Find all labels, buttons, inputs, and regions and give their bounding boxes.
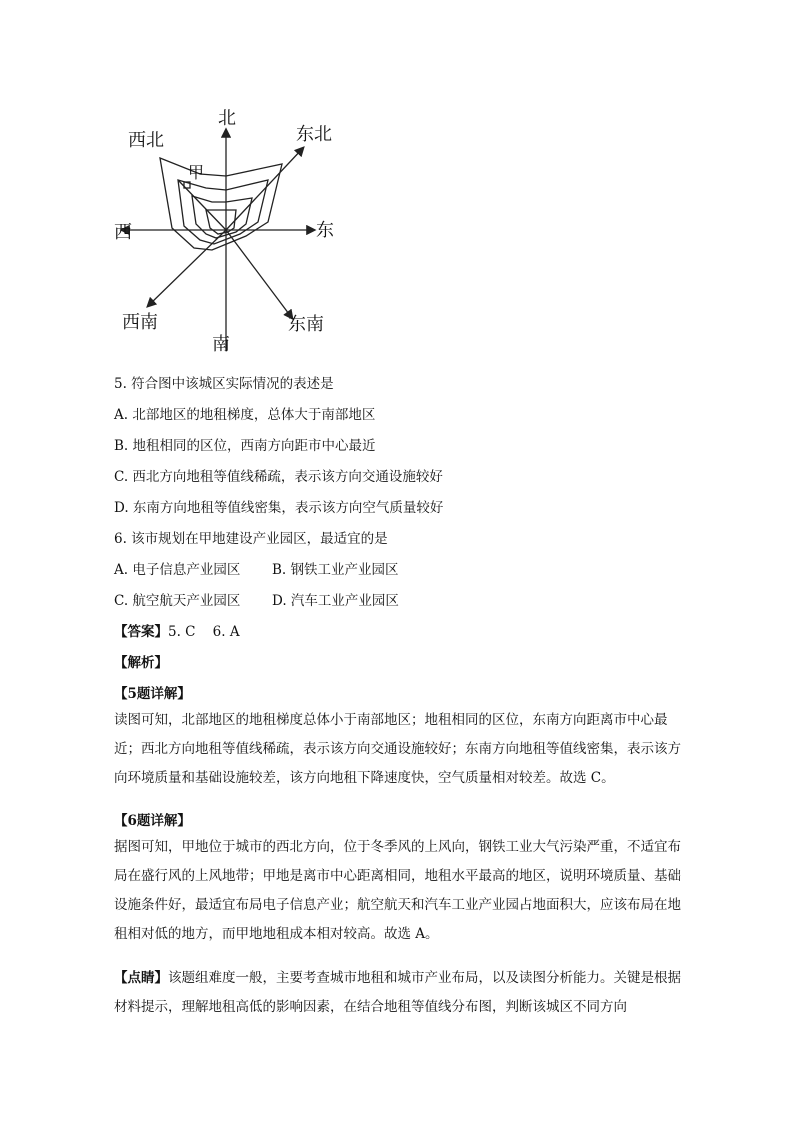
q5-option-b: B. 地租相同的区位，西南方向距市中心最近 xyxy=(114,438,376,454)
label-northwest: 西北 xyxy=(128,130,164,151)
q5-option-c: C. 西北方向地租等值线稀疏，表示该方向交通设施较好 xyxy=(114,469,443,485)
answer-line xyxy=(114,620,240,640)
detail5-text: 读图可知，北部地区的地租梯度总体小于南部地区；地租相同的区位，东南方向距离市中心最近；西北方向地租等值线稀疏，表示该方向交通设施较好；东南方向地租等值线密集，表示该方向环境质量和基础设施较差，该方向地租下降速度快，空气质量相对较差。故选 C。 xyxy=(114,712,681,786)
comment-text: 该题组难度一般，主要考查城市地租和城市产业布局，以及读图分析能力。关键是根据材料提示，理解地租高低的影响因素，在结合地租等值线分布图，判断该城区不同方向 xyxy=(114,970,681,1015)
q6-option-d: D. 汽车工业产业园区 xyxy=(272,593,399,609)
answer-label: 【答案】 xyxy=(114,624,168,640)
answer-text: 5. C 6. A xyxy=(168,624,240,640)
q5-option-a: A. 北部地区的地租梯度，总体大于南部地区 xyxy=(114,407,376,423)
q5-option-d: D. 东南方向地租等值线密集，表示该方向空气质量较好 xyxy=(114,500,444,516)
q5-stem: 5. 符合图中该城区实际情况的表述是 xyxy=(114,376,334,392)
label-north: 北 xyxy=(218,108,236,129)
label-southeast: 东南 xyxy=(288,314,324,335)
analysis-label: 【解析】 xyxy=(114,655,168,671)
contour-3 xyxy=(178,180,268,244)
rent-contour-figure xyxy=(100,100,360,360)
northeast-axis xyxy=(226,148,303,230)
q6-option-b: B. 钢铁工业产业园区 xyxy=(272,562,399,578)
label-west: 西 xyxy=(114,222,132,243)
q6-stem: 6. 该市规划在甲地建设产业园区，最适宜的是 xyxy=(114,531,388,547)
label-south: 南 xyxy=(212,334,230,355)
label-point-jia: 甲 xyxy=(188,163,205,182)
q6-option-c: C. 航空航天产业园区 xyxy=(114,593,241,609)
comment-paragraph xyxy=(114,964,684,1022)
label-east: 东 xyxy=(316,220,334,241)
detail6-label: 【6题详解】 xyxy=(114,813,191,829)
q6-option-a: A. 电子信息产业园区 xyxy=(114,562,241,578)
comment-label: 【点睛】 xyxy=(114,970,168,986)
southeast-axis xyxy=(226,230,292,318)
label-northeast: 东北 xyxy=(296,124,332,145)
label-southwest: 西南 xyxy=(122,312,158,333)
detail6-text: 据图可知，甲地位于城市的西北方向，位于冬季风的上风向，钢铁工业大气污染严重，不适宜布局在盛行风的上风地带；甲地是离市中心距离相同，地租水平最高的地区，说明环境质量、基础设施条件好，最适宜布局电子信息产业；航空航天和汽车工业产业园占地面积大，应该布局在地租相对低的地方，而甲地地租成本相对较高。故选 A。 xyxy=(114,839,681,942)
detail5-label: 【5题详解】 xyxy=(114,686,191,702)
